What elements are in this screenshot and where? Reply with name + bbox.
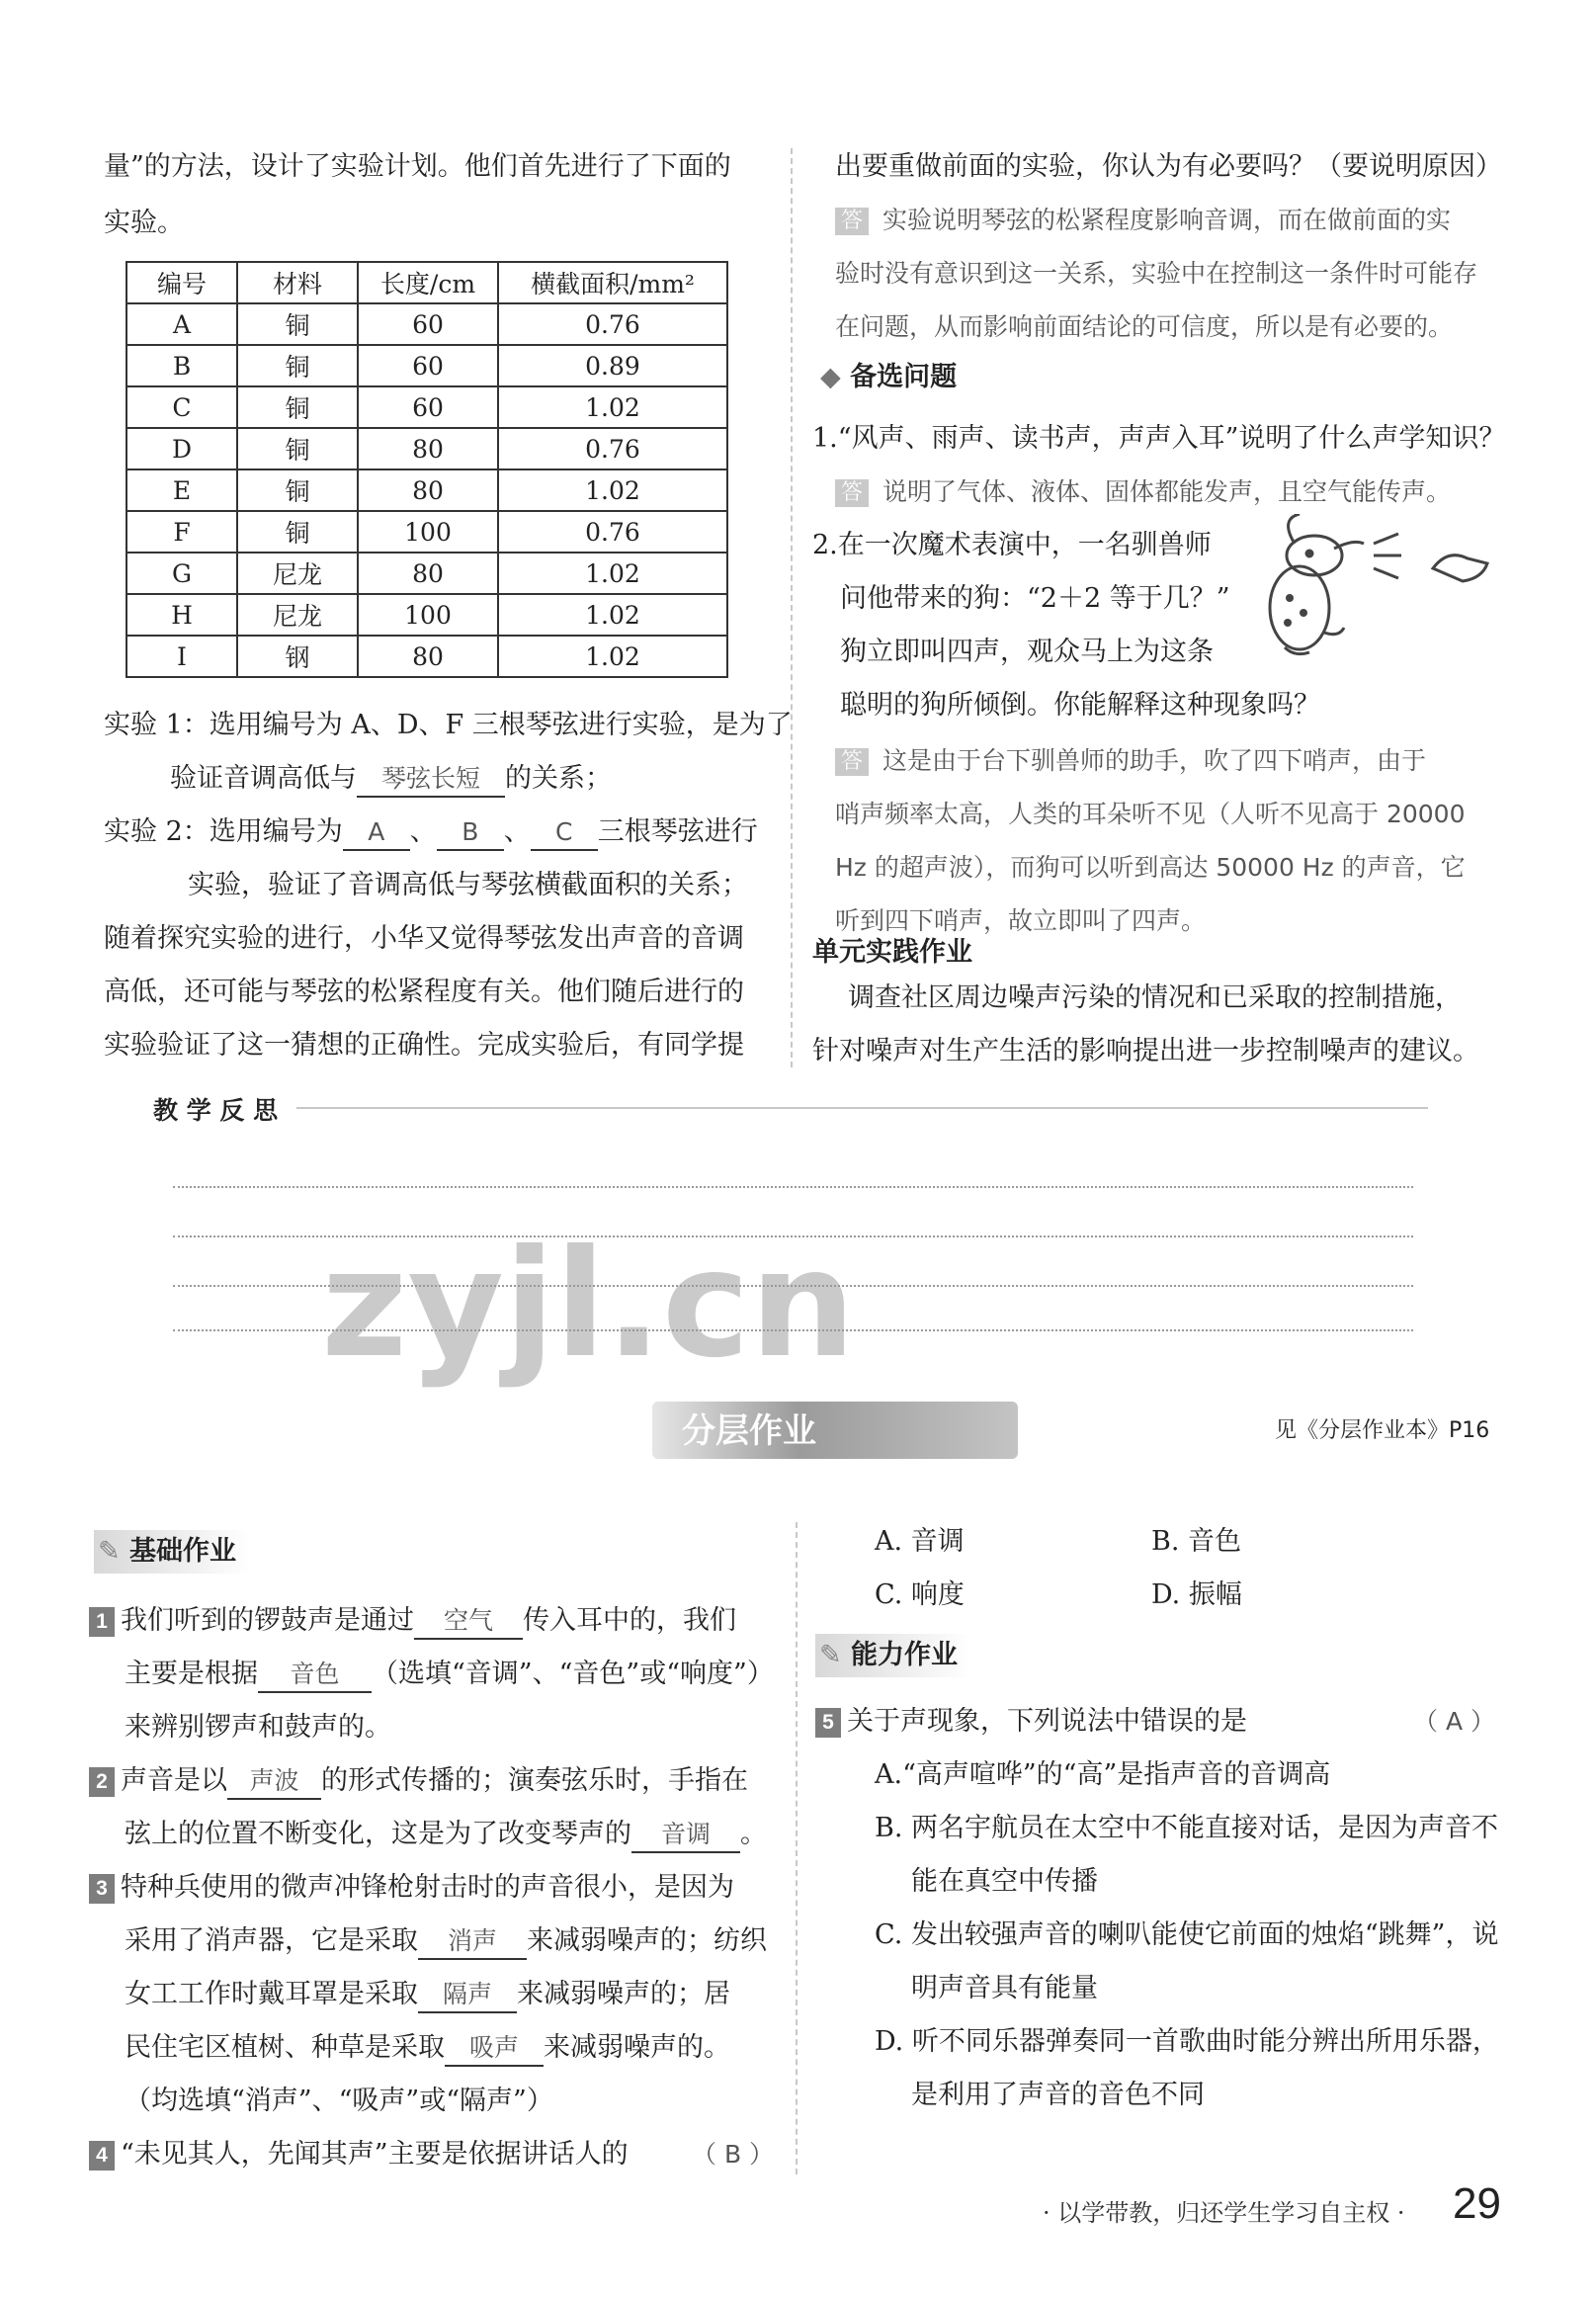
- basic-q3-line-3: [125, 1969, 730, 2020]
- answer-blank: 琴弦长短: [357, 762, 505, 798]
- table-row: [126, 594, 727, 636]
- diamond-icon: ◆: [820, 362, 851, 392]
- table-cell: 80: [358, 553, 498, 594]
- layer-banner-ref: 见《分层作业本》P16: [1275, 1418, 1490, 1443]
- answer-block: [835, 195, 1451, 246]
- table-cell: 80: [358, 636, 498, 677]
- column-divider: [796, 1522, 798, 2174]
- separator: 、: [409, 816, 437, 847]
- question-text: 我们听到的锣鼓声是通过: [121, 1605, 414, 1636]
- question-line: 出要重做前面的实验，你认为有必要吗？（要说明原因）: [835, 151, 1502, 182]
- table-header-row: [126, 262, 727, 303]
- question-number: 2: [89, 1767, 115, 1797]
- table-cell: A: [126, 303, 237, 345]
- experiment-2-text: 三根琴弦进行: [597, 816, 758, 847]
- pencil-icon: ✎: [819, 1640, 852, 1670]
- question-text: 关于声现象，下列说法中错误的是: [847, 1706, 1247, 1737]
- basic-q3-line-5: （均选填“消声”、“吸声”或“隔声”）: [125, 2086, 553, 2116]
- question-text: 。: [740, 1819, 767, 1849]
- separator: 、: [503, 816, 531, 847]
- table-cell: D: [126, 428, 237, 469]
- q5-option-d: D. 听不同乐器弹奏同一首歌曲时能分辨出所用乐器，: [875, 2026, 1499, 2057]
- layer-banner-label: 分层作业: [682, 1411, 816, 1451]
- answer-text: Hz 的超声波），而狗可以听到高达 50000 Hz 的声音，它: [835, 853, 1466, 882]
- q4-option-b: B. 音色: [1151, 1526, 1242, 1557]
- table-cell: 80: [358, 469, 498, 511]
- table-cell: 铜: [237, 511, 358, 553]
- question-text: 采用了消声器，它是采取: [125, 1925, 418, 1956]
- backup-question-2-line-1: 2.在一次魔术表演中，一名驯兽师: [812, 530, 1212, 560]
- question-text: 特种兵使用的微声冲锋枪射击时的声音很小，是因为: [121, 1872, 734, 1903]
- reflection-title: 教 学 反 思: [153, 1096, 279, 1125]
- table-cell: 铜: [237, 428, 358, 469]
- page-number: 29: [1453, 2179, 1501, 2228]
- table-cell: 铜: [237, 303, 358, 345]
- basic-q1-line-2: [125, 1649, 774, 1700]
- answer-blank: B: [437, 815, 504, 851]
- basic-q4-line: [89, 2129, 629, 2180]
- column-divider: [791, 148, 793, 1067]
- ability-homework-heading: [815, 1634, 971, 1677]
- backup-questions-title: 备选问题: [850, 362, 958, 392]
- answer-blank: C: [531, 815, 598, 851]
- reflection-rule: [296, 1107, 1428, 1109]
- table-cell: 100: [358, 594, 498, 636]
- question-text: 来减弱噪声的；纺织: [527, 1925, 767, 1956]
- experiment-1-text: 的关系；: [505, 763, 612, 794]
- table-cell: 60: [358, 303, 498, 345]
- table-cell: 铜: [237, 469, 358, 511]
- experiment-1-line-2: [170, 753, 612, 805]
- answer-blank: 消声: [418, 1924, 527, 1960]
- backup-questions-heading: [820, 358, 957, 397]
- table-cell: B: [126, 345, 237, 386]
- answer-badge: 答: [835, 748, 869, 776]
- table-cell: 钢: [237, 636, 358, 677]
- layer-banner: [652, 1402, 1018, 1459]
- table-cell: 0.76: [498, 303, 727, 345]
- question-text: 民住宅区植树、种草是采取: [125, 2032, 445, 2063]
- string-table: [126, 261, 728, 678]
- question-text: 来减弱噪声的。: [544, 2032, 730, 2063]
- q5-option-b: B. 两名宇航员在太空中不能直接对话，是因为声音不: [875, 1813, 1499, 1843]
- question-number: 3: [89, 1874, 115, 1904]
- backup-question-1: 1.“风声、雨声、读书声，声声入耳”说明了什么声学知识？: [812, 423, 1506, 454]
- answer-blank: 空气: [414, 1604, 523, 1640]
- q4-option-c: C. 响度: [875, 1579, 965, 1610]
- question-number: 1: [89, 1607, 115, 1637]
- table-cell: 80: [358, 428, 498, 469]
- question-text: 来减弱噪声的；居: [517, 1979, 730, 2009]
- q4-option-d: D. 振幅: [1151, 1579, 1242, 1610]
- q5-option-c: C. 发出较强声音的喇叭能使它前面的烛焰“跳舞”，说: [875, 1919, 1499, 1950]
- basic-q3-line-2: [125, 1916, 767, 1967]
- table-row: [126, 469, 727, 511]
- table-cell: 1.02: [498, 386, 727, 428]
- tail-line-3: 实验验证了这一猜想的正确性。完成实验后，有同学提: [104, 1030, 744, 1061]
- answer-text: 验时没有意识到这一关系，实验中在控制这一条件时可能存: [835, 259, 1478, 288]
- tail-line-1: 随着探究实验的进行，小华又觉得琴弦发出声音的音调: [104, 923, 744, 954]
- answer-blank: 吸声: [445, 2031, 544, 2067]
- question-text: 声音是以: [121, 1765, 227, 1796]
- answer-blank: A: [343, 815, 410, 851]
- answer-blank: 隔声: [418, 1978, 517, 2013]
- question-text: 女工工作时戴耳罩是采取: [125, 1979, 418, 2009]
- basic-q1-line-3: 来辨别锣声和鼓声的。: [125, 1712, 391, 1743]
- answer-badge: 答: [835, 208, 869, 235]
- unit-practice-title: 单元实践作业: [812, 937, 972, 968]
- table-row: [126, 386, 727, 428]
- question-text: （选填“音调”、“音色”或“响度”）: [372, 1659, 774, 1689]
- table-row: [126, 428, 727, 469]
- experiment-1-line-1: 实验 1：选用编号为 A、D、F 三根琴弦进行实验，是为了: [104, 710, 793, 740]
- question-text: “未见其人，先闻其声”主要是依据讲话人的: [121, 2139, 629, 2170]
- question-number: 5: [815, 1708, 841, 1738]
- table-cell: 尼龙: [237, 594, 358, 636]
- table-row: [126, 303, 727, 345]
- pencil-icon: ✎: [98, 1536, 130, 1567]
- question-text: 主要是根据: [125, 1659, 258, 1689]
- basic-q1-line-1: [89, 1595, 736, 1647]
- table-cell: G: [126, 553, 237, 594]
- basic-q4-answer: （ B ）: [692, 2140, 775, 2169]
- table-cell: E: [126, 469, 237, 511]
- basic-q2-line-2: [125, 1809, 767, 1860]
- table-cell: C: [126, 386, 237, 428]
- table-cell: 铜: [237, 345, 358, 386]
- answer-block: [835, 735, 1426, 787]
- answer-text: 在问题，从而影响前面结论的可信度，所以是有必要的。: [835, 312, 1454, 341]
- backup-question-2-line-2: 问他带来的狗：“2＋2 等于几？”: [840, 583, 1230, 614]
- watermark: zyjl.cn: [321, 1219, 856, 1391]
- footer-slogan: · 以学带教，归还学生学习自主权 ·: [1043, 2199, 1405, 2227]
- q5-option-b-cont: 能在真空中传播: [911, 1866, 1098, 1897]
- ability-homework-title: 能力作业: [851, 1640, 959, 1670]
- question-text: 传入耳中的，我们: [523, 1605, 736, 1636]
- answer-text: 这是由于台下驯兽师的助手，吹了四下哨声，由于: [882, 746, 1427, 775]
- dog-illustration: [1240, 514, 1507, 662]
- intro-line-2: 实验。: [104, 208, 184, 238]
- backup-question-2-line-3: 狗立即叫四声，观众马上为这条: [840, 637, 1214, 667]
- answer-block: [835, 467, 1451, 518]
- table-cell: 1.02: [498, 594, 727, 636]
- table-row: [126, 636, 727, 677]
- table-cell: I: [126, 636, 237, 677]
- answer-text: 哨声频率太高，人类的耳朵听不见（人听不见高于 20000: [835, 800, 1466, 828]
- table-cell: 60: [358, 345, 498, 386]
- question-text: 弦上的位置不断变化，这是为了改变琴声的: [125, 1819, 631, 1849]
- experiment-2-text: 实验 2：选用编号为: [104, 816, 343, 847]
- table-cell: 60: [358, 386, 498, 428]
- basic-q2-line-1: [89, 1755, 748, 1807]
- answer-blank: 声波: [227, 1764, 321, 1800]
- table-cell: 0.76: [498, 511, 727, 553]
- experiment-2-line-2: 实验，验证了音调高低与琴弦横截面积的关系；: [188, 870, 748, 900]
- table-row: [126, 511, 727, 553]
- experiment-2-line-1: [104, 807, 758, 858]
- question-number: 4: [89, 2141, 115, 2171]
- table-header: 横截面积/mm²: [498, 262, 727, 303]
- table-cell: 1.02: [498, 636, 727, 677]
- basic-q3-line-1: [89, 1862, 734, 1914]
- basic-homework-title: 基础作业: [129, 1536, 237, 1567]
- answer-text: 说明了气体、液体、固体都能发声，且空气能传声。: [882, 477, 1452, 506]
- q4-option-a: A. 音调: [875, 1526, 965, 1557]
- table-row: [126, 553, 727, 594]
- unit-practice-line-1: 调查社区周边噪声污染的情况和已采取的控制措施，: [848, 982, 1462, 1013]
- experiment-1-text: 验证音调高低与: [170, 763, 357, 794]
- tail-line-2: 高低，还可能与琴弦的松紧程度有关。他们随后进行的: [104, 977, 744, 1007]
- q5-option-d-cont: 是利用了声音的音色不同: [911, 2080, 1205, 2110]
- table-cell: F: [126, 511, 237, 553]
- answer-badge: 答: [835, 479, 869, 507]
- answer-blank: 音调: [631, 1818, 740, 1853]
- table-cell: H: [126, 594, 237, 636]
- table-header: 长度/cm: [358, 262, 498, 303]
- table-cell: 0.76: [498, 428, 727, 469]
- backup-question-2-line-4: 聪明的狗所倾倒。你能解释这种现象吗？: [840, 690, 1320, 721]
- intro-line-1: 量”的方法，设计了实验计划。他们首先进行了下面的: [104, 151, 731, 182]
- question-text: 的形式传播的；演奏弦乐时，手指在: [321, 1765, 748, 1796]
- ability-q5-line: [815, 1696, 1247, 1747]
- q5-option-c-cont: 明声音具有能量: [911, 1973, 1098, 2003]
- table-cell: 铜: [237, 386, 358, 428]
- answer-text: 听到四下哨声，故立即叫了四声。: [835, 906, 1207, 935]
- table-row: [126, 345, 727, 386]
- table-header: 编号: [126, 262, 237, 303]
- answer-text: 实验说明琴弦的松紧程度影响音调，而在做前面的实: [882, 206, 1452, 234]
- q5-option-a: A.“高声喧哗”的“高”是指声音的音调高: [875, 1759, 1331, 1790]
- basic-homework-heading: [94, 1530, 250, 1574]
- reflection-line: [173, 1186, 1413, 1188]
- table-cell: 100: [358, 511, 498, 553]
- ability-q5-answer: （ A ）: [1413, 1707, 1495, 1736]
- table-cell: 1.02: [498, 469, 727, 511]
- table-cell: 0.89: [498, 345, 727, 386]
- table-header: 材料: [237, 262, 358, 303]
- table-cell: 1.02: [498, 553, 727, 594]
- table-cell: 尼龙: [237, 553, 358, 594]
- basic-q3-line-4: [125, 2022, 730, 2074]
- answer-blank: 音色: [258, 1658, 372, 1693]
- unit-practice-line-2: 针对噪声对生产生活的影响提出进一步控制噪声的建议。: [812, 1036, 1479, 1066]
